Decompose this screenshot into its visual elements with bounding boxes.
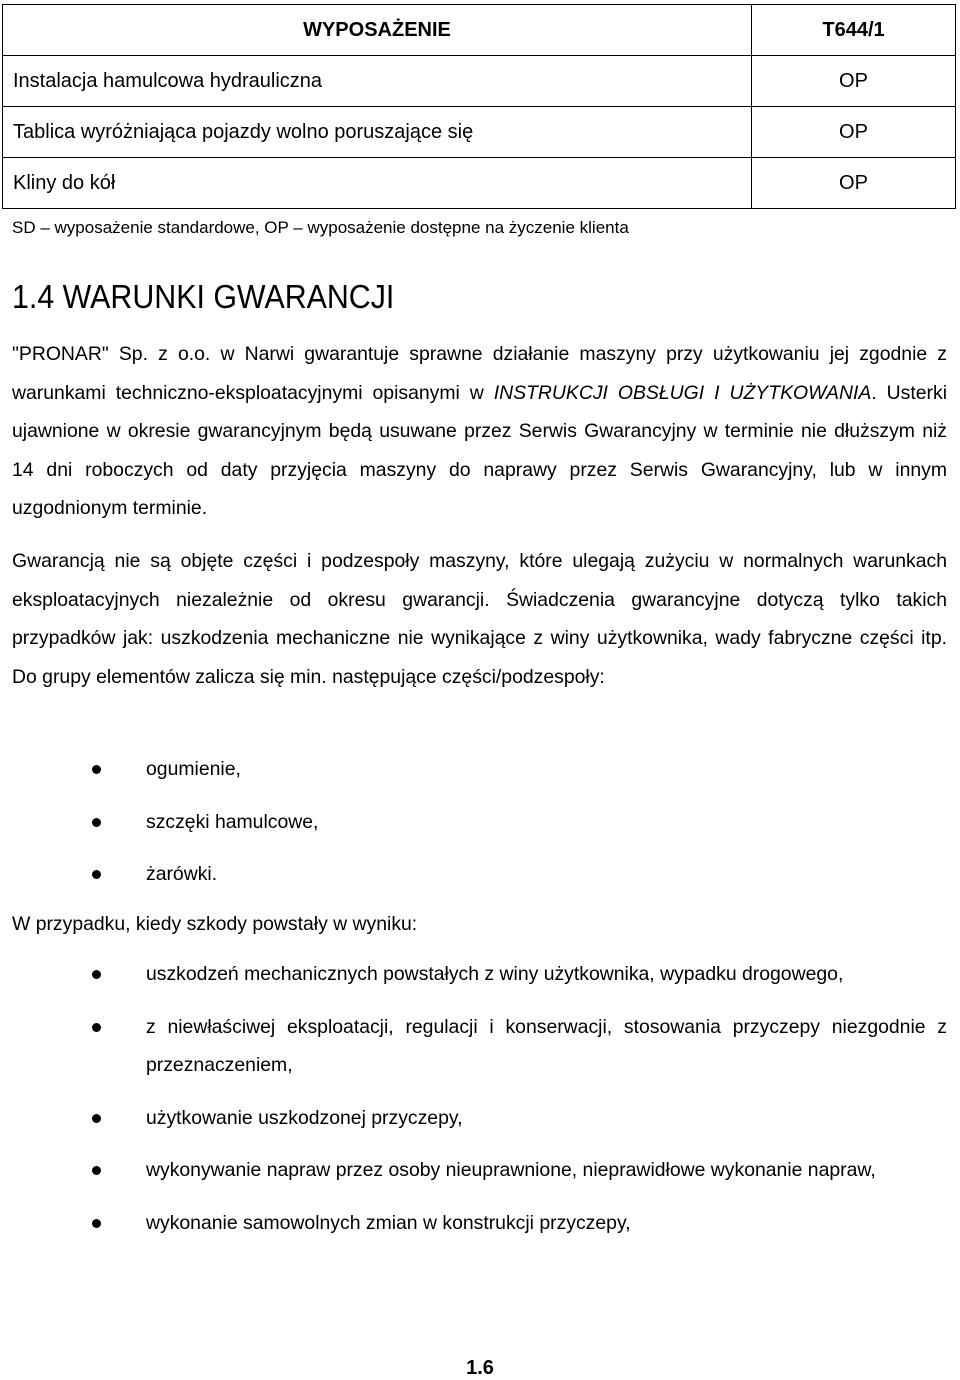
warranty-paragraph bbox=[12, 335, 947, 528]
list-item bbox=[0, 955, 947, 994]
equipment-name: Kliny do kół bbox=[3, 158, 752, 209]
bullet-icon bbox=[92, 1166, 101, 1175]
list-item-text: wykonywanie napraw przez osoby nieuprawnione, nieprawidłowe wykonanie napraw, bbox=[146, 1159, 876, 1182]
list-item-text: uszkodzeń mechanicznych powstałych z winy użytkownika, wypadku drogowego, bbox=[146, 963, 844, 985]
list-item-text: ogumienie, bbox=[146, 758, 241, 780]
bullet-icon bbox=[92, 1023, 101, 1032]
list-item bbox=[0, 803, 947, 842]
list-item bbox=[0, 1008, 947, 1085]
warranty-rest-text: . Usterki ujawnione w okresie gwarancyjnym będą usuwane przez Serwis Gwarancyjny w terminie nie dłuższym niż 14 dni roboczych od daty przyjęcia maszyny do naprawy przez Serwis Gwarancyjny, lub w innym uzgodnionym terminie. bbox=[12, 381, 948, 520]
manual-title-emphasis: INSTRUKCJI OBSŁUGI I UŻYTKOWANIA bbox=[493, 381, 872, 404]
equipment-table-header bbox=[3, 5, 956, 56]
equipment-availability: OP bbox=[752, 56, 956, 107]
list-item bbox=[0, 1204, 947, 1243]
bullet-icon bbox=[92, 765, 101, 774]
warranty-lead-text: "PRONAR" Sp. z o.o. w Narwi gwarantuje sprawne działanie maszyny przy użytkowaniu jej zgodnie z warunkami techniczno-eksploatacyjnymi opisanymi w bbox=[12, 343, 947, 404]
section-title: 1.4 WARUNKI GWARANCJI bbox=[12, 278, 395, 315]
list-item bbox=[0, 1099, 947, 1138]
table-row bbox=[3, 56, 956, 107]
equipment-header-model: T644/1 bbox=[752, 5, 956, 56]
list-item bbox=[0, 855, 947, 894]
damage-intro-paragraph: W przypadku, kiedy szkody powstały w wyniku: bbox=[12, 913, 418, 935]
equipment-availability: OP bbox=[752, 107, 956, 158]
list-item-text: wykonanie samowolnych zmian w konstrukcji przyczepy, bbox=[146, 1211, 631, 1234]
list-item-text: żarówki. bbox=[146, 863, 218, 886]
equipment-table bbox=[2, 4, 956, 209]
equipment-legend: SD – wyposażenie standardowe, OP – wyposażenie dostępne na życzenie klienta bbox=[12, 218, 629, 237]
list-item bbox=[0, 750, 947, 789]
list-item-text: użytkowanie uszkodzonej przyczepy, bbox=[146, 1106, 463, 1129]
list-item-text: szczęki hamulcowe, bbox=[146, 810, 319, 833]
list-item bbox=[0, 1151, 947, 1190]
equipment-name: Tablica wyróżniająca pojazdy wolno poruszające się bbox=[3, 107, 752, 158]
bullet-icon bbox=[92, 1219, 101, 1228]
table-row bbox=[3, 158, 956, 209]
bullet-icon bbox=[92, 970, 101, 979]
page-number: 1.6 bbox=[466, 1357, 494, 1379]
bullet-icon bbox=[92, 870, 101, 879]
equipment-availability: OP bbox=[752, 158, 956, 209]
equipment-header-title: WYPOSAŻENIE bbox=[3, 5, 752, 56]
damage-causes-list bbox=[0, 955, 947, 1257]
exclusions-paragraph: Gwarancją nie są objęte części i podzespoły maszyny, które ulegają zużyciu w normalnych warunkach eksploatacyjnych niezależnie od okresu gwarancji. Świadczenia gwarancyjne dotyczą tylko takich przypadków jak: uszkodzenia mechaniczne nie wynikające z winy użytkownika, wady fabryczne części itp. Do grupy elementów zalicza się min. następujące części/podzespoły: bbox=[12, 550, 947, 688]
equipment-name: Instalacja hamulcowa hydrauliczna bbox=[3, 56, 752, 107]
bullet-icon bbox=[92, 818, 101, 827]
bullet-icon bbox=[92, 1114, 101, 1123]
table-row bbox=[3, 107, 956, 158]
wear-parts-list bbox=[0, 750, 947, 908]
list-item-text: z niewłaściwej eksploatacji, regulacji i konserwacji, stosowania przyczepy niezgodnie z przeznaczeniem, bbox=[146, 1015, 947, 1077]
